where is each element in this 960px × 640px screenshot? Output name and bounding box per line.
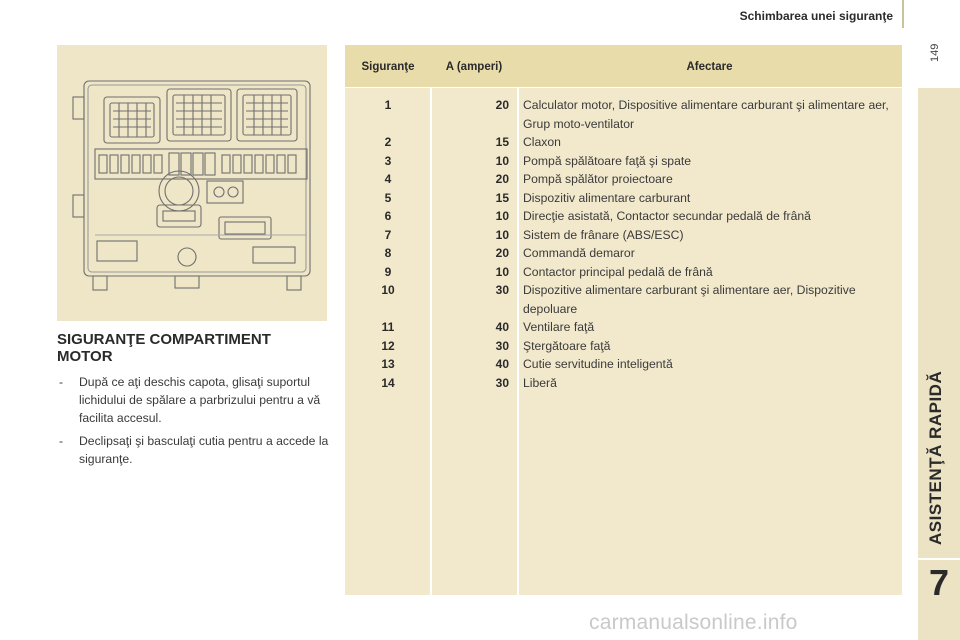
fuse-number: 14	[381, 375, 395, 390]
fuse-amperes: 30	[495, 283, 509, 297]
fuse-amperes: 20	[495, 172, 509, 186]
fuse-number: 13	[381, 357, 395, 371]
fuse-amperes: 15	[495, 190, 509, 205]
side-tab-divider	[918, 558, 960, 560]
header-rule	[902, 0, 904, 28]
fuse-function: Ştergătoare faţă	[523, 338, 611, 353]
instruction-step: - După ce aţi deschis capota, glisaţi suportul lichidului de spălare a parbrizului pentru a vă facilita accesul.	[59, 375, 321, 425]
fuse-function: Contactor principal pedală de frână	[523, 264, 713, 279]
watermark: carmanualsonline.info	[589, 611, 798, 634]
table-row	[345, 207, 902, 226]
fuse-box-diagram-icon	[57, 45, 327, 321]
fuse-amperes: 30	[495, 375, 509, 390]
fuse-amperes: 15	[495, 135, 509, 149]
fuse-number: 1	[384, 98, 392, 112]
table-row	[345, 133, 902, 152]
section-heading: SIGURANŢE COMPARTIMENT MOTOR	[57, 331, 271, 365]
fuse-amperes: 10	[495, 153, 509, 168]
table-row	[345, 189, 902, 208]
table-row	[345, 226, 902, 245]
header-amperes: A (amperi)	[445, 61, 503, 73]
fuse-amperes: 20	[495, 98, 509, 112]
fuse-amperes: 10	[495, 209, 509, 223]
fuse-amperes: 10	[495, 264, 509, 279]
fuse-function: Liberă	[523, 375, 557, 390]
table-header	[345, 45, 902, 87]
fuse-number: 3	[384, 153, 392, 168]
instruction-step-text: După ce aţi deschis capota, glisaţi suportul lichidului de spălare a parbrizului pentru a vă facilita accesul.	[79, 375, 321, 425]
table-row	[345, 281, 902, 318]
instruction-step: - Declipsaţi şi basculaţi cutia pentru a accede la siguranţe.	[59, 434, 329, 466]
fuse-function: Dispozitive alimentare carburant şi alimentare aer, Dispozitive depoluare	[523, 283, 856, 316]
fuse-number: 4	[384, 172, 392, 186]
fuse-number: 10	[381, 283, 395, 297]
fuse-number: 6	[384, 209, 392, 223]
fuse-function: Calculator motor, Dispositive alimentare carburant şi alimentare aer, Grup moto-ventilator	[523, 98, 889, 131]
page-number: 149	[929, 43, 941, 62]
fuse-box-figure	[57, 45, 327, 321]
fuse-number: 8	[384, 246, 392, 260]
fuse-number: 11	[381, 320, 395, 334]
fuse-amperes: 10	[495, 227, 509, 242]
fuse-number: 7	[384, 227, 392, 242]
chapter-number: 7	[928, 562, 950, 603]
table-body	[345, 88, 902, 595]
fuse-function: Sistem de frânare (ABS/ESC)	[523, 227, 684, 242]
table-row	[345, 337, 902, 356]
fuse-function: Commandă demaror	[523, 246, 635, 260]
fuse-number: 12	[381, 338, 395, 353]
fuse-function: Dispozitiv alimentare carburant	[523, 190, 691, 205]
fuse-amperes: 30	[495, 338, 509, 353]
instruction-list	[57, 373, 332, 473]
page-header-title: Schimbarea unei siguranţe	[739, 9, 893, 23]
fuse-function: Pompă spălătoare faţă şi spate	[523, 153, 692, 168]
table-row	[345, 263, 902, 282]
fuse-function: Pompă spălător proiectoare	[523, 172, 673, 186]
table-row	[345, 152, 902, 171]
side-tab-label: ASISTENŢĂ RAPIDĂ	[926, 370, 945, 545]
header-fuse: Siguranţe	[361, 61, 415, 73]
fuse-amperes: 20	[495, 246, 509, 260]
fuse-number: 9	[384, 264, 392, 279]
instruction-step-text: Declipsaţi şi basculaţi cutia pentru a accede la siguranţe.	[79, 434, 329, 466]
table-row	[345, 170, 902, 189]
table-row	[345, 96, 902, 133]
fuse-amperes: 40	[495, 357, 509, 371]
table-row	[345, 374, 902, 393]
fuse-number: 2	[384, 135, 392, 149]
table-row	[345, 244, 902, 263]
table-row	[345, 355, 902, 374]
fuse-function: Direcţie asistată, Contactor secundar pedală de frână	[523, 209, 811, 223]
fuse-number: 5	[384, 190, 392, 205]
fuse-function: Ventilare faţă	[523, 320, 595, 334]
fuse-table	[345, 45, 902, 595]
fuse-amperes: 40	[495, 320, 509, 334]
fuse-function: Claxon	[523, 135, 561, 149]
header-function: Afectare	[686, 61, 733, 73]
table-row	[345, 318, 902, 337]
table-rows	[345, 96, 902, 392]
fuse-function: Cutie servitudine inteligentă	[523, 357, 673, 371]
